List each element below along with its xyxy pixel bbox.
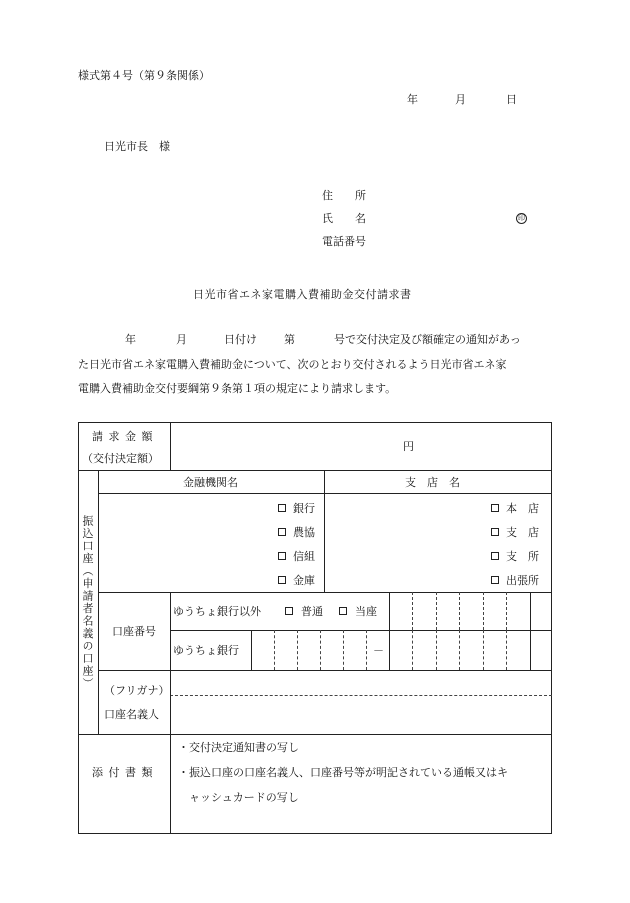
checkbox-bank[interactable] xyxy=(278,504,286,512)
account-type-label: 普通 xyxy=(301,605,323,618)
document-title: 日光市省エネ家電購入費補助金交付請求書 xyxy=(193,288,412,301)
yen-unit: 円 xyxy=(403,440,414,453)
holder-label: 口座名義人 xyxy=(104,708,159,721)
checkbox-toza[interactable] xyxy=(339,607,347,615)
attachment-item: ・交付決定通知書の写し xyxy=(178,741,299,754)
addressee: 日光市長 様 xyxy=(104,140,170,153)
attachments-label: 添 付 書 類 xyxy=(92,766,154,779)
address-label: 住 所 xyxy=(322,189,366,202)
account-vertical-label: 振込口座（申請者名義の口座） xyxy=(81,515,94,690)
name-label: 氏 名 xyxy=(322,212,366,225)
seal-mark: 印 xyxy=(518,214,525,222)
checkbox-shisho[interactable] xyxy=(491,552,499,560)
checkbox-kinko[interactable] xyxy=(278,576,286,584)
body-dated: 日付け xyxy=(224,333,257,346)
body-year: 年 xyxy=(125,333,136,346)
branch-type-label: 出張所 xyxy=(506,574,539,587)
body-line3: 電購入費補助金交付要綱第９条第１項の規定により請求します。 xyxy=(78,382,397,395)
branch-type-label: 支 所 xyxy=(506,550,539,563)
account-type-label: 当座 xyxy=(355,605,377,618)
yucho-dash: － xyxy=(373,644,384,657)
checkbox-honten[interactable] xyxy=(491,504,499,512)
bank-name-header: 金融機関名 xyxy=(183,476,238,489)
phone-label: 電話番号 xyxy=(322,235,366,248)
account-number-label: 口座番号 xyxy=(112,625,156,638)
date-day: 日 xyxy=(506,93,517,106)
checkbox-shuchosho[interactable] xyxy=(491,576,499,584)
branch-type-label: 支 店 xyxy=(506,526,539,539)
yucho-label: ゆうちょ銀行 xyxy=(173,644,239,657)
non-yucho-label: ゆうちょ銀行以外 xyxy=(173,605,261,618)
date-year: 年 xyxy=(407,93,418,106)
form-number: 様式第４号（第９条関係） xyxy=(78,69,210,82)
body-line2: た日光市省エネ家電購入費補助金について、次のとおり交付されるよう日光市省エネ家 xyxy=(78,358,507,371)
checkbox-nokyo[interactable] xyxy=(278,528,286,536)
checkbox-futsu[interactable] xyxy=(285,607,293,615)
checkbox-shinkumi[interactable] xyxy=(278,552,286,560)
bank-type-label: 信組 xyxy=(293,550,315,563)
body-line1-rest: 号で交付決定及び額確定の通知があっ xyxy=(334,333,521,346)
checkbox-shiten[interactable] xyxy=(491,528,499,536)
amount-label: 請 求 金 額 xyxy=(92,430,154,443)
furigana-label: （フリガナ） xyxy=(104,684,170,697)
amount-sub-label: （交付決定額） xyxy=(82,452,159,465)
bank-type-label: 金庫 xyxy=(293,574,315,587)
attachment-item: ・振込口座の口座名義人、口座番号等が明記されている通帳又はキ xyxy=(178,766,508,779)
bank-type-label: 銀行 xyxy=(293,502,315,515)
branch-type-label: 本 店 xyxy=(506,502,539,515)
branch-header: 支 店 名 xyxy=(405,476,460,489)
body-number-prefix: 第 xyxy=(284,333,295,346)
date-month: 月 xyxy=(455,93,466,106)
attachment-item: ャッシュカードの写し xyxy=(189,791,299,804)
bank-type-label: 農協 xyxy=(293,526,315,539)
body-month: 月 xyxy=(176,333,187,346)
